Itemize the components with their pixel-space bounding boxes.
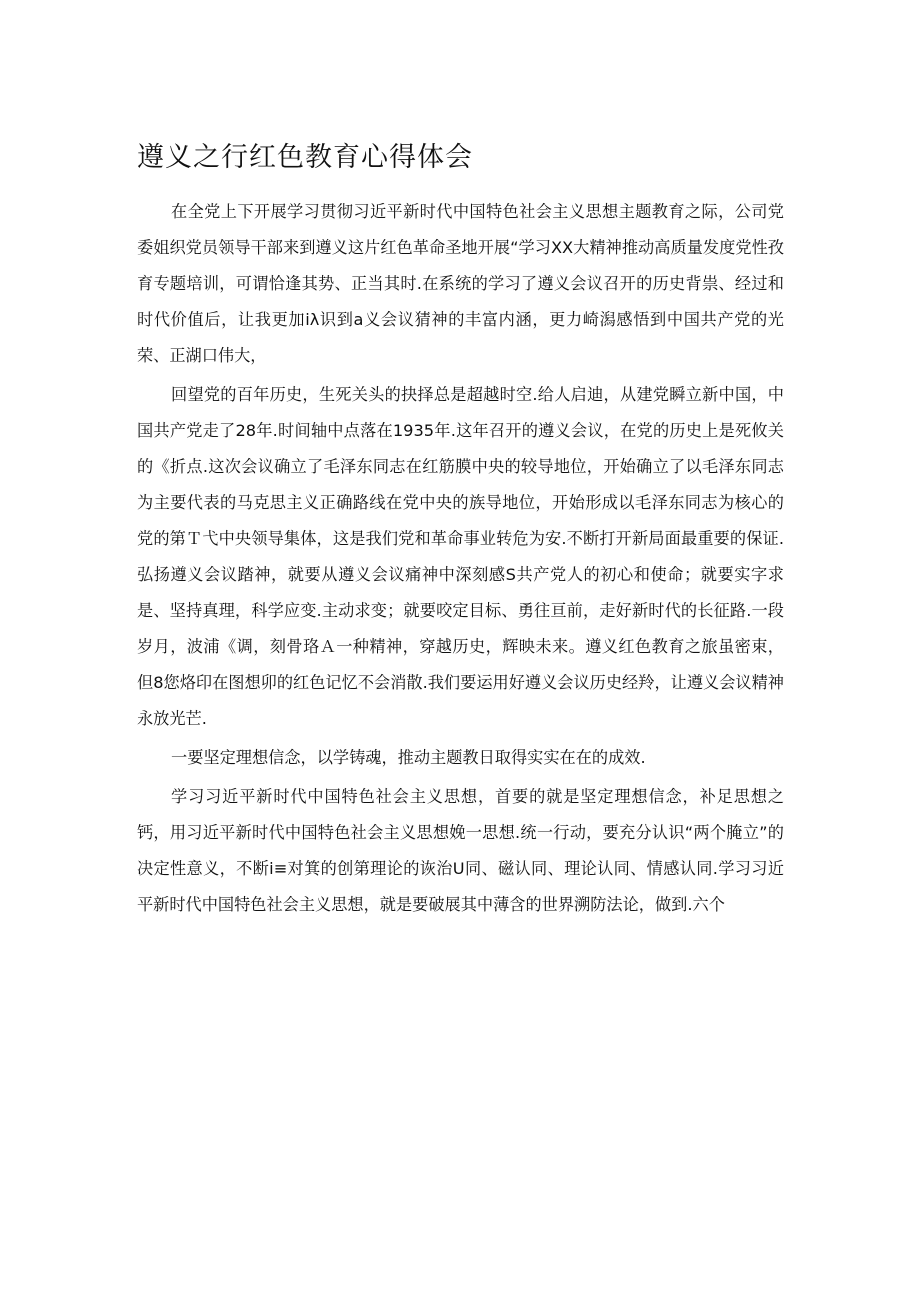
paragraph-history: 回望党的百年历史，生死关头的抉择总是超越时空.给人启迪，从建党瞬立新中国，中国共产党走了28年.时间轴中点落在1935年.这年召开的遵义会议，在党的历史上是死攸关的《折点.这次会议确立了毛泽东同志在红筋膜中央的较导地位，开始确立了以毛泽东同志为主要代表的马克思主义正确路线在党中央的族导地位，开始形成以毛泽东同志为核心的党的第Ｔ弋中央领导集体，这是我们党和革命事业转危为安.不断打开新局面最重要的保证.弘扬遵义会议踏神，就要从遵义会议痛神中深刻感S共产党人的初心和使命；就要实字求是、坚持真理，科学应变.主动求变；就要咬定目标、勇往亘前，走好新时代的长征路.一段岁月，波浦《调，刻骨珞Ａ一种精神，穿越历史，辉映未来。遵义红色教育之旅虽密束，但8您烙印在图想卯的红色记忆不会消散.我们要运用好遵义会议历史经羚，让遵义会议精神永放光芒. [137,385,784,728]
document-title: 遵义之行红色教育心得体会 [137,142,473,173]
paragraph-study: 学习习近平新时代中国特色社会主义思想，首要的就是坚定理想信念，补足思想之钙，用习近平新时代中国特色社会主义思想娩一思想.统一行动，要充分认识“两个腌立”的决定性意义，不断i≡对箕的创第理论的诙治U同、磁认同、理论认同、情感认同.学习习近平新时代中国特色社会主义思想，就是要破展其中薄含的世界溯防法论，做到.六个 [137,787,784,914]
paragraph-heading-one: 一要坚定理想信念，以学铸魂，推动主题教日取得实实在在的成效. [171,748,646,767]
document-body [137,194,784,926]
paragraph-intro: 在全党上下开展学习贯彻习近平新时代中国特色社会主义思想主题教育之际，公司党委姐织党员领导干部来到遵义这片红色革命圣地开展“学习XX大精神推动高质量发度党性孜育专题培训，可谓恰逢其势、正当其时.在系统的学习了遵义会议召开的历史背祟、经过和时代价值后，让我更加iλ识到a义会议猜神的丰富内涵，更力崎潟感悟到中国共产党的光荣、正湖口伟大， [137,202,784,365]
